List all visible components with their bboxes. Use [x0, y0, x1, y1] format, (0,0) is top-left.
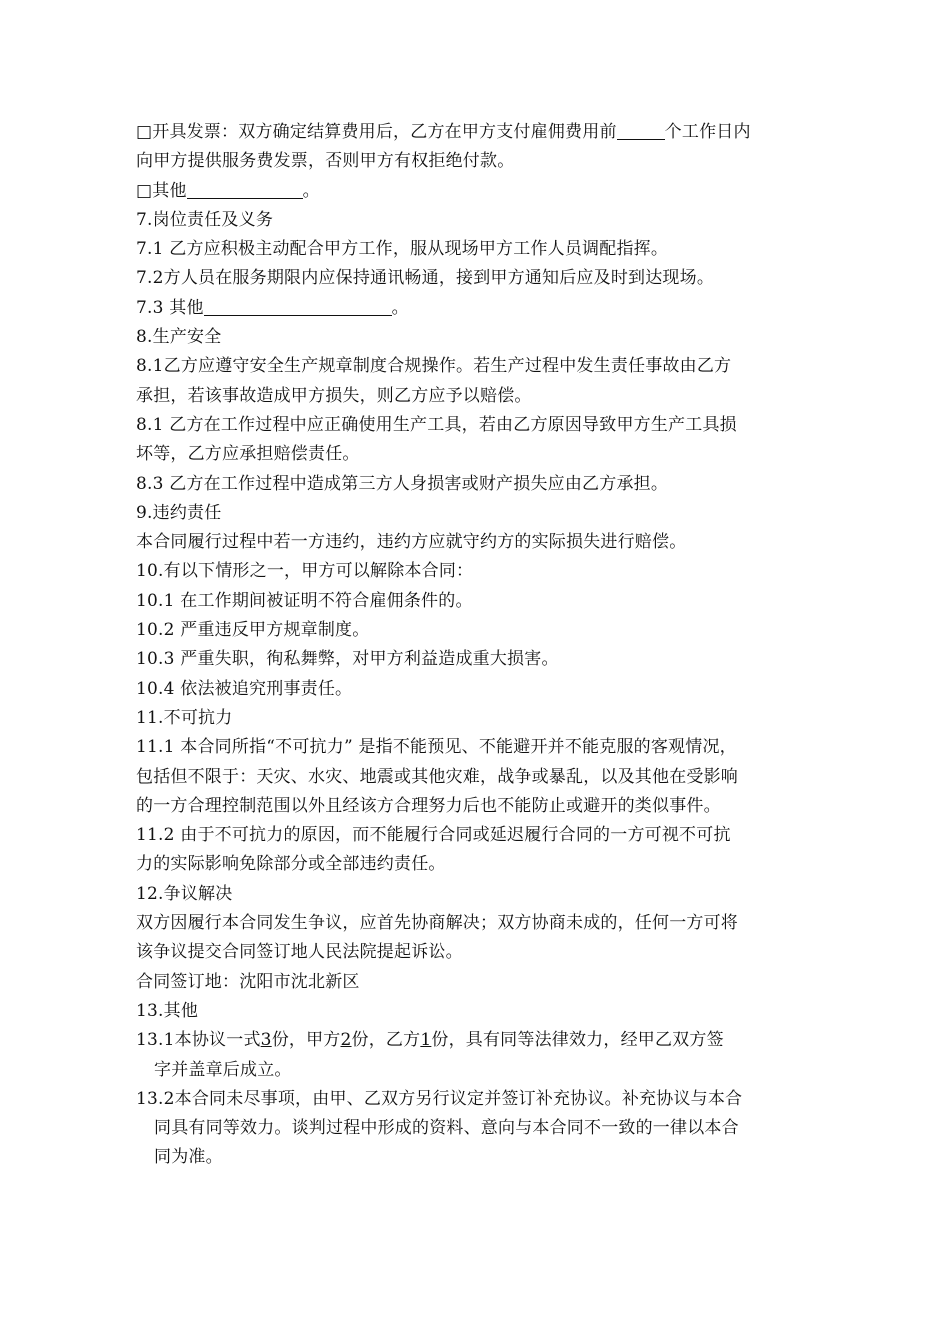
section-heading: 13.其他: [136, 1000, 199, 1021]
text-line: 10.2 严重违反甲方规章制度。: [136, 620, 370, 641]
text-line: 该争议提交合同签订地人民法院提起诉讼。: [136, 942, 463, 963]
section-heading: 10.有以下情形之一，甲方可以解除本合同：: [136, 561, 474, 582]
text-line: 10.4 依法被追究刑事责任。: [136, 678, 353, 699]
text-line: 13.1本协议一式3份，甲方2份，乙方1份，具有同等法律效力，经甲乙双方签: [136, 1030, 724, 1051]
copies-party-a: 2: [340, 1030, 352, 1051]
text-line: 字并盖章后成立。: [154, 1059, 292, 1080]
text-line: 7.3 其他 。: [136, 297, 409, 318]
text-line: 本合同履行过程中若一方违约，违约方应就守约方的实际损失进行赔偿。: [136, 532, 687, 553]
text-line: 同为准。: [154, 1147, 223, 1168]
copies-total: 3: [260, 1030, 272, 1051]
text-line: 包括但不限于：天灾、水灾、地震或其他灾难，战争或暴乱，以及其他在受影响: [136, 766, 738, 787]
text-line: 13.2本合同未尽事项，由甲、乙双方另行议定并签订补充协议。补充协议与本合: [136, 1088, 743, 1109]
fill-in-blank: [617, 121, 665, 140]
text-line: 承担，若该事故造成甲方损失，则乙方应予以赔偿。: [136, 385, 532, 406]
section-heading: 8.生产安全: [136, 327, 222, 348]
section-heading: 7.岗位责任及义务: [136, 209, 274, 230]
text-line: 双方因履行本合同发生争议，应首先协商解决；双方协商未成的，任何一方可将: [136, 913, 738, 934]
text-line: 的一方合理控制范围以外且经该方合理努力后也不能防止或避开的类似事件。: [136, 795, 721, 816]
text-line: 10.3 严重失职，徇私舞弊，对甲方利益造成重大损害。: [136, 649, 559, 670]
text-line: 7.2方人员在服务期限内应保持通讯畅通，接到甲方通知后应及时到达现场。: [136, 268, 715, 289]
text-line: 8.3 乙方在工作过程中造成第三方人身损害或财产损失应由乙方承担。: [136, 473, 669, 494]
text-line: 坏等，乙方应承担赔偿责任。: [136, 444, 360, 465]
text-line: 11.2 由于不可抗力的原因，而不能履行合同或延迟履行合同的一方可视不可抗: [136, 825, 731, 846]
text-line: 向甲方提供服务费发票，否则甲方有权拒绝付款。: [136, 151, 515, 172]
text-line: 合同签订地：沈阳市沈北新区: [136, 971, 360, 992]
copies-party-b: 1: [420, 1030, 432, 1051]
fill-in-blank: [204, 297, 392, 316]
section-heading: 12.争议解决: [136, 883, 233, 904]
text-line: 8.1乙方应遵守安全生产规章制度合规操作。若生产过程中发生责任事故由乙方: [136, 356, 732, 377]
text-line: 同具有同等效力。谈判过程中形成的资料、意向与本合同不一致的一律以本合: [154, 1118, 739, 1139]
text-line: 10.1 在工作期间被证明不符合雇佣条件的。: [136, 590, 473, 611]
fill-in-blank: [187, 180, 303, 199]
text-line: 力的实际影响免除部分或全部违约责任。: [136, 854, 446, 875]
section-heading: 9.违约责任: [136, 502, 222, 523]
text-line: 7.1 乙方应积极主动配合甲方工作，服从现场甲方工作人员调配指挥。: [136, 239, 669, 260]
text-line: 8.1 乙方在工作过程中应正确使用生产工具，若由乙方原因导致甲方生产工具损: [136, 414, 737, 435]
text-line: □开具发票：双方确定结算费用后，乙方在甲方支付雇佣费用前 个工作日内: [136, 122, 751, 142]
text-line: 11.1 本合同所指“不可抗力” 是指不能预见、不能避开并不能克服的客观情况，: [136, 737, 737, 758]
section-heading: 11.不可抗力: [136, 707, 233, 728]
text-line: □其他 。: [136, 180, 320, 201]
